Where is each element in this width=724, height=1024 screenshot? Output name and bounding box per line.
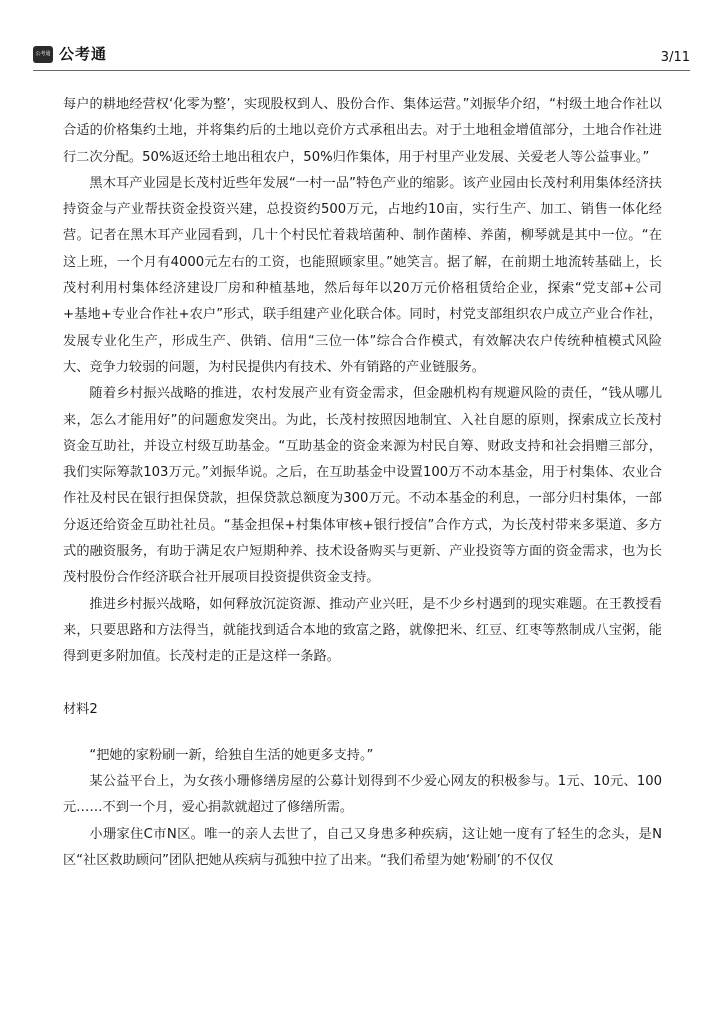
page-header [33, 44, 690, 68]
header-divider [33, 70, 690, 71]
page-number: 3/11 [660, 50, 690, 65]
document-body [63, 92, 662, 874]
brand-name: 公考通 [59, 45, 108, 63]
paragraph-continued: 每户的耕地经营权‘化零为整’，实现股权到人、股份合作、集体运营。”刘振华介绍，“村级土地合作社以合适的价格集约土地，并将集约后的土地以竞价方式承租出去。对于土地租金增值部分，土地合作社进行二次分配。50%返还给土地出租农户，50%归作集体，用于村里产业发展、关爱老人等公益事业。” [63, 97, 662, 165]
paragraph: 随着乡村振兴战略的推进，农村发展产业有资金需求，但金融机构有规避风险的责任，“钱从哪儿来，怎么才能用好”的问题愈发突出。为此，长茂村按照因地制宜、入社自愿的原则，探索成立长茂村资金互助社，并设立村级互助基金。“互助基金的资金来源为村民自筹、财政支持和社会捐赠三部分，我们实际筹款103万元。”刘振华说。之后，在互助基金中设置100万不动本基金，用于村集体、农业合作社及村民在银行担保贷款，担保贷款总额度为300万元。不动本基金的利息，一部分归村集体，一部分返还给资金互助社社员。“基金担保+村集体审核+银行授信”合作方式，为长茂村带来多渠道、多方式的融资服务，有助于满足农户短期种养、技术设备购买与更新、产业投资等方面的资金需求，也为长茂村股份合作经济联合社开展项目投资提供资金支持。 [63, 386, 663, 586]
logo-icon: 公考通 [33, 46, 53, 63]
section-heading: 材料2 [63, 701, 98, 717]
paragraph: 小珊家住C市N区。唯一的亲人去世了，自己又身患多种疾病，这让她一度有了轻生的念头，是N区“社区救助顾问”团队把她从疾病与孤独中拉了出来。“我们希望为她‘粉刷’的不仅仅 [63, 826, 662, 869]
paragraph: 黑木耳产业园是长茂村近些年发展“一村一品”特色产业的缩影。该产业园由长茂村利用集体经济扶持资金与产业帮扶资金投资兴建，总投资约500万元，占地约10亩，实行生产、加工、销售一体化经营。记者在黑木耳产业园看到，几十个村民忙着栽培菌种、制作菌棒、养菌，柳琴就是其中一位。“在这上班，一个月有4000元左右的工资，也能照顾家里。”她笑言。据了解，在前期土地流转基础上，长茂村利用村集体经济建设厂房和种植基地，然后每年以20万元价格租赁给企业，探索“党支部+公司+基地+专业合作社+农户”形式，联手组建产业化联合体。同时，村党支部组织农户成立产业合作社，发展专业化生产，形成生产、供销、信用“三位一体”综合合作模式，有效解决农户传统种植模式风险大、竞争力较弱的问题，为村民提供内有技术、外有销路的产业链服务。 [63, 175, 662, 375]
paragraph: 某公益平台上，为女孩小珊修缮房屋的公募计划得到不少爱心网友的积极参与。1元、10元、100元……不到一个月，爱心捐款就超过了修缮所需。 [63, 774, 662, 816]
paragraph: 推进乡村振兴战略，如何释放沉淀资源、推动产业兴旺，是不少乡村遇到的现实难题。在王教授看来，只要思路和方法得当，就能找到适合本地的致富之路，就像把米、红豆、红枣等熬制成八宝粥，能得到更多附加值。长茂村走的正是这样一条路。 [63, 596, 662, 665]
spacer [63, 723, 662, 743]
brand-logo [33, 46, 107, 63]
paragraph: “把她的家粉刷一新，给独自生活的她更多支持。” [89, 747, 374, 763]
